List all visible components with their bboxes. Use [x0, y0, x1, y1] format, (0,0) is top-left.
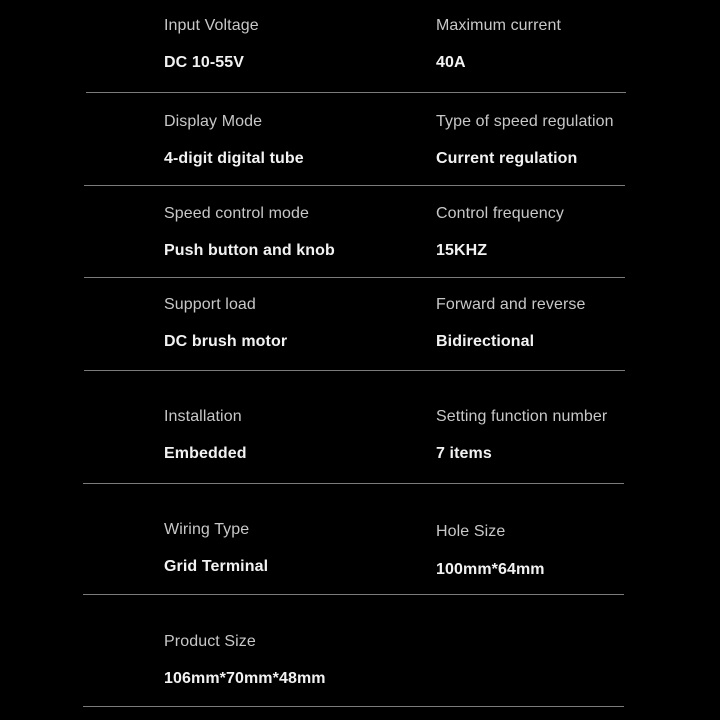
spec-label: Input Voltage	[164, 17, 259, 34]
row-divider	[84, 185, 625, 186]
spec-label: Forward and reverse	[436, 296, 586, 313]
row-divider	[84, 277, 625, 278]
spec-value: Embedded	[164, 445, 247, 462]
spec-value: 7 items	[436, 445, 492, 462]
row-divider	[86, 92, 626, 93]
spec-label: Control frequency	[436, 205, 564, 222]
spec-value: 4-digit digital tube	[164, 150, 304, 167]
row-divider	[83, 483, 624, 484]
spec-value: 106mm*70mm*48mm	[164, 670, 326, 687]
spec-label: Installation	[164, 408, 242, 425]
spec-label: Support load	[164, 296, 256, 313]
spec-label: Product Size	[164, 633, 256, 650]
spec-value: 40A	[436, 54, 466, 71]
spec-value: Bidirectional	[436, 333, 535, 350]
spec-label: Type of speed regulation	[436, 113, 614, 130]
spec-value: DC 10-55V	[164, 54, 245, 71]
row-divider	[84, 370, 625, 371]
row-divider	[83, 594, 624, 595]
spec-label: Speed control mode	[164, 205, 310, 222]
spec-label: Hole Size	[436, 523, 506, 540]
spec-label: Maximum current	[436, 17, 562, 34]
spec-value: 100mm*64mm	[436, 561, 545, 578]
spec-value: DC brush motor	[164, 333, 288, 350]
row-divider	[83, 706, 624, 707]
spec-label: Setting function number	[436, 408, 608, 425]
spec-value: Grid Terminal	[164, 558, 269, 575]
spec-value: 15KHZ	[436, 242, 488, 259]
spec-label: Wiring Type	[164, 521, 250, 538]
spec-value: Current regulation	[436, 150, 578, 167]
spec-label: Display Mode	[164, 113, 263, 130]
spec-value: Push button and knob	[164, 242, 335, 259]
